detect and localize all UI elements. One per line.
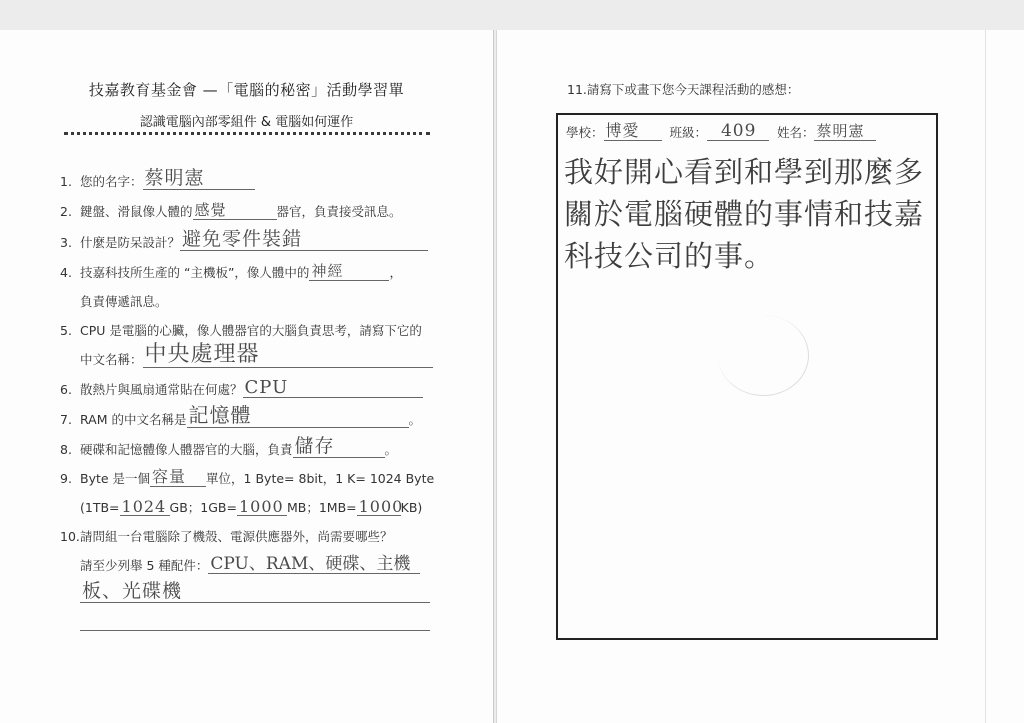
reflection-text: 我好開心看到和學到那麼多關於電腦硬體的事情和技嘉科技公司的事。 [564, 155, 925, 273]
question-7: 7. RAM 的中文名稱是 記憶體 。 [60, 403, 422, 427]
scan-edge-line [985, 30, 986, 723]
worksheet-title: 技嘉教育基金會 —「電腦的秘密」活動學習單 [88, 81, 405, 99]
question-5: 5. CPU 是電腦的心臟，像人體器官的大腦負責思考，請寫下它的 [60, 323, 422, 338]
answer-5-field[interactable]: 中央處理器 [143, 351, 433, 368]
left-page [0, 30, 494, 723]
question-4-line-2: 負責傳遞訊息。 [80, 294, 168, 309]
answer-9-mb-field[interactable]: 1000 [358, 497, 404, 516]
question-6: 6. 散熱片與風扇通常貼在何處？ CPU [60, 380, 423, 398]
right-page [496, 30, 1024, 723]
name-field[interactable]: 蔡明憲 [814, 124, 876, 141]
answer-8-field[interactable]: 儲存 [293, 441, 385, 458]
answer-10-line-2[interactable]: 板、光碟機 [80, 602, 430, 603]
answer-9-tb-field[interactable]: 1024 [120, 499, 170, 516]
class-field[interactable]: 409 [707, 124, 769, 141]
question-9: 9. Byte 是一個 容量 單位，1 Byte= 8bit，1 K= 1024 Byte [60, 467, 435, 486]
student-info-row: 學校： 博愛 班級： 409 姓名： 蔡明憲 [566, 123, 876, 141]
answer-10-line-3[interactable] [80, 630, 430, 631]
answer-9-gb-field[interactable]: 1000 [237, 499, 287, 516]
dotted-divider [64, 132, 430, 135]
answer-1-field[interactable]: 蔡明憲 [143, 173, 255, 190]
question-8: 8. 硬碟和記憶體像人體器官的大腦，負責 儲存 。 [60, 435, 398, 457]
answer-2-field[interactable]: 感覺 [193, 203, 277, 220]
question-3: 3. 什麼是防呆設計？ 避免零件裝錯 [60, 233, 428, 251]
question-1: 1. 您的名字： 蔡明憲 [60, 172, 255, 190]
worksheet-subtitle: 認識電腦內部零組件 & 電腦如何運作 [139, 115, 354, 130]
reflection-box [556, 113, 938, 640]
question-10-line-2: 請至少列舉 5 種配件： CPU、RAM、硬碟、主機 [80, 556, 420, 574]
question-11: 11.請寫下或畫下您今天課程活動的感想： [567, 82, 800, 97]
school-field[interactable]: 博愛 [604, 124, 662, 141]
question-9-line-2: (1TB= 1024 GB；1GB= 1000 MB；1MB= 1000 KB) [80, 497, 423, 516]
question-2: 2. 鍵盤、滑鼠像人體的 感覺 器官，負責接受訊息。 [60, 201, 402, 219]
question-10: 10.請問組一台電腦除了機殼、電源供應器外，尚需要哪些？ [60, 529, 393, 544]
answer-6-field[interactable]: CPU [243, 381, 423, 398]
question-5-line-2: 中文名稱： 中央處理器 [80, 350, 433, 368]
answer-7-field[interactable]: 記憶體 [187, 411, 409, 428]
answer-9-field[interactable]: 容量 [150, 470, 206, 487]
answer-4-field[interactable]: 神經 [309, 264, 389, 281]
answer-10-field[interactable]: CPU、RAM、硬碟、主機 [208, 557, 420, 574]
question-4: 4. 技嘉科技所生產的 “主機板”，像人體中的 神經 ， [60, 262, 402, 280]
faint-pencil-mark [718, 315, 809, 396]
answer-3-field[interactable]: 避免零件裝錯 [180, 234, 428, 251]
